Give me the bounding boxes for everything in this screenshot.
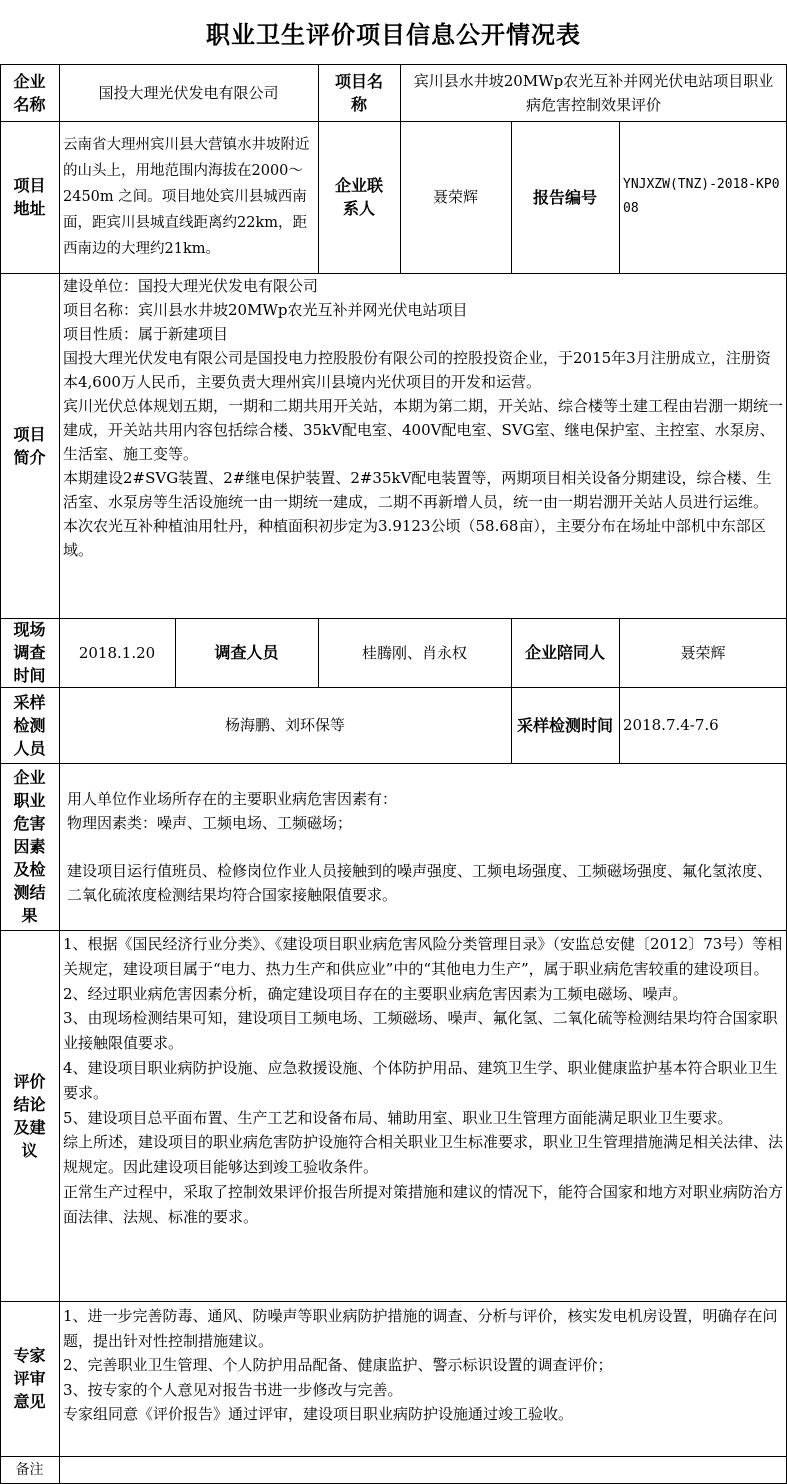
grid-line	[0, 1301, 787, 1302]
conclusion-paragraph: 1、根据《国民经济行业分类》、《建设项目职业病危害风险分类管理目录》（安监总安健〔2012〕73号）等相关规定，建设项目属于“电力、热力生产和供应业”中的“其他电力生产”，属于职业病危害较重的建设项目。	[63, 935, 783, 978]
value-sampling-time: 2018.7.4-7.6	[623, 716, 719, 734]
value-sampling-staff: 杨海鹏、刘环保等	[224, 716, 345, 734]
grid-line	[59, 64, 60, 1484]
expert-paragraph: 专家组同意《评价报告》通过评审，建设项目职业病防护设施通过竣工验收。	[63, 1405, 574, 1423]
conclusion-paragraph: 4、建设项目职业病防护设施、应急救援设施、个体防护用品、建筑卫生学、职业健康监护基本符合职业卫生要求。	[63, 1058, 778, 1102]
label-sampling-time: 采样检测时间	[517, 715, 614, 735]
grid-line	[511, 121, 512, 273]
conclusion-content	[59, 930, 787, 1301]
conclusion-paragraph: 综上所述，建设项目的职业病危害防护设施符合相关职业卫生标准要求，职业卫生管理措施满足相关法律、法规规定。因此建设项目能够达到竣工验收条件。	[63, 1133, 784, 1177]
value-remarks	[59, 1456, 787, 1484]
label-expert-opinion: 专家评审意见	[13, 1346, 46, 1411]
grid-line	[318, 618, 319, 687]
label-company-contact: 企业联系人	[334, 176, 383, 218]
value-company-escort: 聂荣辉	[680, 643, 726, 662]
hazard-paragraph: 用人单位作业场所存在的主要职业病危害因素有：	[67, 789, 398, 808]
grid-line	[0, 618, 787, 619]
grid-line	[619, 121, 620, 273]
intro-paragraph: 本次农光互补种植油用牡丹，种植面积初步定为3.9123公顷（58.68亩），主要分布在场址中部机中东部区域。	[63, 517, 766, 559]
intro-paragraph: 项目名称：宾川县水井坡20MWp农光互补并网光伏电站项目	[63, 301, 468, 319]
value-investigators: 桂腾刚、肖永权	[361, 643, 467, 662]
label-project-intro: 项目简介	[13, 424, 46, 467]
grid-line	[0, 64, 787, 65]
value-company-name: 国投大理光伏发电有限公司	[98, 83, 279, 102]
label-investigators: 调查人员	[214, 643, 279, 662]
grid-line	[619, 618, 620, 763]
label-sampling-staff: 采样检测人员	[13, 692, 46, 758]
intro-paragraph: 国投大理光伏发电有限公司是国投电力控股股份有限公司的控股投资企业，于2015年3月注册成立，注册资本4,600万人民币，主要负责大理州宾川县境内光伏项目的开发和运营。	[63, 349, 771, 391]
expert-opinion-paragraphs	[59, 1304, 787, 1427]
label-company-name: 企业名称	[13, 71, 46, 114]
page-title: 职业卫生评价项目信息公开情况表	[206, 19, 581, 49]
intro-paragraph: 建设单位：国投大理光伏发电有限公司	[63, 277, 319, 295]
conclusion-paragraph: 5、建设项目总平面布置、生产工艺和设备布局、辅助用室、职业卫生管理方面能满足职业卫生要求。	[63, 1108, 733, 1127]
intro-paragraph: 本期建设2#SVG装置、2#继电保护装置、2#35kV配电装置等，两期项目相关设备分期建设，综合楼、生活室、水泵房等生活设施统一由一期统一建成，二期不再新增人员，统一由一期岩淜开关站人员进行运维。	[63, 469, 772, 511]
grid-line	[318, 64, 319, 273]
grid-line	[511, 618, 512, 763]
grid-line	[175, 618, 176, 687]
intro-paragraph: 宾川光伏总体规划五期，一期和二期共用开关站，本期为第二期，开关站、综合楼等土建工程由岩淜一期统一建成，开关站共用内容包括综合楼、35kV配电室、400V配电室、SVG室、继电保护室、主控室、水泵房、生活室、施工变等。	[63, 397, 784, 463]
label-report-no: 报告编号	[532, 187, 597, 207]
label-hazards-results: 企业职业危害因素及检测结果	[13, 768, 46, 925]
hazard-paragraph	[67, 835, 779, 859]
grid-line	[0, 121, 787, 122]
value-project-address: 云南省大理州宾川县大营镇水井坡附近的山头上，用地范围内海拔在2000～2450m 之间。项目地处宾川县城西南面，距宾川县城直线距离约22km，距西南边的大理约21km。	[63, 137, 310, 257]
label-conclusion: 评价结论及建议	[13, 1071, 46, 1160]
expert-opinion-content	[59, 1301, 787, 1456]
grid-line	[0, 687, 787, 688]
label-survey-time: 现场调查时间	[13, 620, 46, 685]
conclusion-paragraph: 正常生产过程中，采取了控制效果评价报告所提对策措施和建议的情况下，能符合国家和地方对职业病防治方面法律、法规、标准的要求。	[63, 1182, 784, 1226]
label-company-escort: 企业陪同人	[524, 643, 605, 662]
label-project-address: 项目地址	[13, 176, 46, 218]
conclusion-paragraphs	[59, 932, 787, 1230]
hazard-paragraph: 物理因素类：噪声、工频电场、工频磁场；	[67, 813, 353, 832]
value-project-name: 宾川县水井坡20MWp农光互补并网光伏电站项目职业病危害控制效果评价	[413, 71, 774, 114]
intro-paragraph: 项目性质：属于新建项目	[63, 325, 229, 343]
hazard-paragraph: 建设项目运行值班员、检修岗位作业人员接触到的噪声强度、工频电场强度、工频磁场强度、氟化氢浓度、二氧化硫浓度检测结果均符合国家接触限值要求。	[67, 861, 773, 904]
project-intro-paragraphs	[59, 274, 787, 562]
grid-line	[0, 273, 787, 274]
grid-line	[0, 930, 787, 931]
project-intro-content	[59, 273, 787, 618]
grid-line	[400, 64, 401, 273]
label-remarks: 备注	[15, 1462, 44, 1478]
grid-line	[0, 1456, 787, 1457]
expert-paragraph: 2、完善职业卫生管理、个人防护用品配备、健康监护、警示标识设置的调查评价；	[63, 1356, 613, 1374]
expert-paragraph: 1、进一步完善防毒、通风、防噪声等职业病防护措施的调查、分析与评价，核实发电机房设置，明确存在问题，提出针对性控制措施建议。	[63, 1307, 778, 1350]
conclusion-paragraph: 2、经过职业病危害因素分析，确定建设项目存在的主要职业病危害因素为工频电磁场、噪声。	[63, 984, 688, 1003]
hazards-paragraphs	[63, 787, 783, 907]
label-project-name: 项目名称	[334, 71, 383, 114]
grid-line	[0, 64, 1, 1484]
value-report-no: YNJXZW(TNZ)-2018-KP008	[623, 177, 780, 216]
expert-paragraph: 3、按专家的个人意见对报告书进一步修改与完善。	[63, 1380, 403, 1399]
value-survey-time: 2018.1.20	[78, 643, 156, 662]
conclusion-paragraph: 3、由现场检测结果可知，建设项目工频电场、工频磁场、噪声、氟化氢、二氧化硫等检测结果均符合国家职业接触限值要求。	[63, 1009, 778, 1053]
value-company-contact: 聂荣辉	[432, 188, 478, 206]
grid-line	[0, 763, 787, 764]
hazards-content	[59, 763, 787, 930]
